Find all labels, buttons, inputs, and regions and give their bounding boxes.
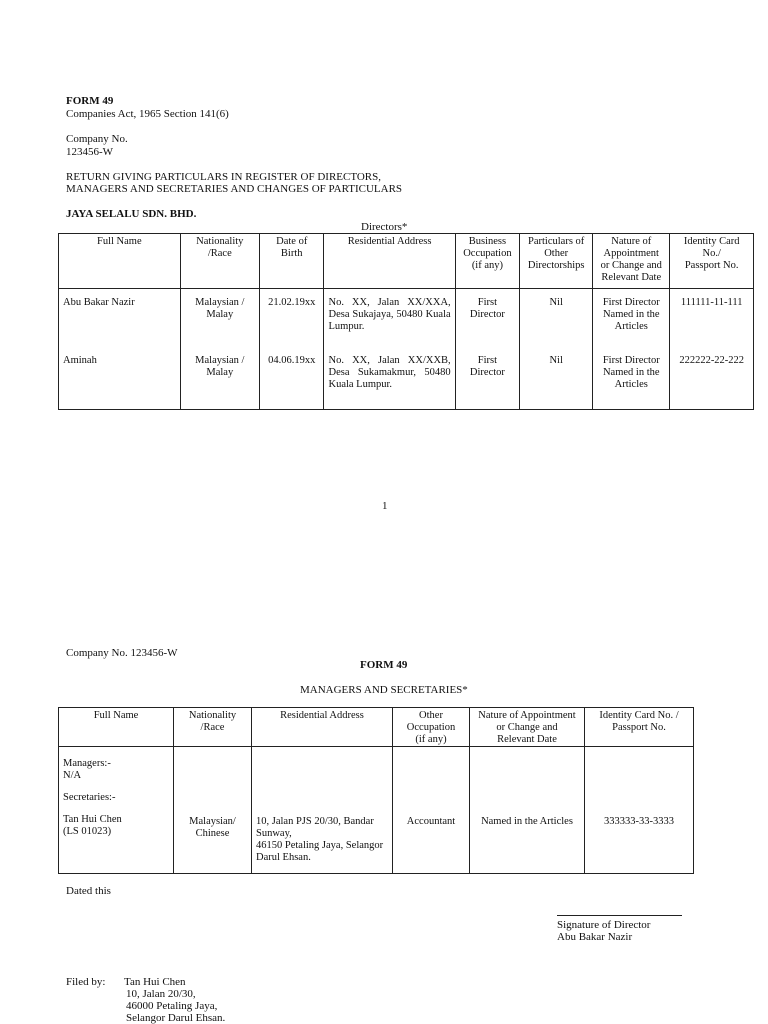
director-other-directorships: Nil [549, 297, 563, 308]
secretary-appointment: Named in the Articles [481, 816, 573, 827]
page-number: 1 [382, 500, 388, 512]
directors-body-row [59, 289, 754, 410]
director-dob: 04.06.19xx [268, 355, 316, 366]
managers-value: N/A [63, 770, 82, 781]
director-occupation: First Director [469, 297, 505, 320]
filed-by-label: Filed by: [66, 976, 106, 988]
col-occupation: Other Occupation (if any) [393, 708, 470, 747]
managers-secretaries-caption: MANAGERS AND SECRETARIES* [300, 684, 468, 696]
director-occupation: First Director [469, 355, 505, 378]
col-ic: Identity Card No. / Passport No. [585, 708, 694, 747]
director-ic: 111111-11-111 [680, 297, 743, 308]
director-nationality: Malaysian / Malay [195, 297, 245, 320]
secretaries-label: Secretaries:- [63, 792, 116, 803]
ms-header-row [59, 708, 694, 747]
filed-by-name: Tan Hui Chen [124, 976, 186, 988]
director-nationality: Malaysian / Malay [195, 355, 245, 378]
secretary-name: Tan Hui Chen (LS 01023) [63, 814, 122, 837]
col-appointment: Nature of Appointment or Change and Relevant Date [593, 234, 670, 289]
directors-header-row [59, 234, 754, 289]
secretary-ic: 333333-33-3333 [604, 816, 674, 827]
director-dob: 21.02.19xx [268, 297, 316, 308]
col-address: Residential Address [324, 234, 455, 289]
company-no: 123456-W [66, 146, 114, 158]
director-ic: 222222-22-222 [679, 355, 745, 366]
col-ic: Identity Card No./ Passport No. [670, 234, 754, 289]
return-heading-line1: RETURN GIVING PARTICULARS IN REGISTER OF DIRECTORS, [66, 171, 382, 183]
signature-line [557, 915, 682, 916]
col-other-directorships: Particulars of Other Directorships [520, 234, 593, 289]
directors-table [58, 233, 754, 410]
secretary-nationality: Malaysian/ Chinese [189, 816, 236, 839]
form-title-2: FORM 49 [360, 659, 408, 671]
company-no-line: Company No. 123456-W [66, 647, 178, 659]
signature-name: Abu Bakar Nazir [557, 931, 633, 943]
director-address: No. XX, Jalan XX/XXA, Desa Sukajaya, 50480 Kuala Lumpur. [328, 297, 451, 332]
directors-caption: Directors* [361, 221, 408, 233]
col-address: Residential Address [252, 708, 393, 747]
col-full-name: Full Name [59, 234, 181, 289]
filed-by-address: Selangor Darul Ehsan. [126, 1012, 226, 1024]
secretary-address: 10, Jalan PJS 20/30, Bandar Sunway, 46150 Petaling Jaya, Selangor Darul Ehsan. [256, 816, 384, 863]
director-other-directorships: Nil [549, 355, 563, 366]
col-full-name: Full Name [59, 708, 174, 747]
company-name: JAYA SELALU SDN. BHD. [66, 208, 197, 220]
managers-label: Managers:- [63, 758, 111, 769]
col-occupation: Business Occupation (if any) [455, 234, 520, 289]
col-date-of-birth: Date of Birth [259, 234, 324, 289]
signature-label: Signature of Director [557, 919, 651, 931]
managers-secretaries-table [58, 707, 694, 874]
col-nationality: Nationality /Race [174, 708, 252, 747]
filed-by-address: 46000 Petaling Jaya, [126, 1000, 218, 1012]
company-no-label: Company No. [66, 133, 128, 145]
col-appointment: Nature of Appointment or Change and Relevant Date [470, 708, 585, 747]
director-address: No. XX, Jalan XX/XXB, Desa Sukamakmur, 50480 Kuala Lumpur. [328, 355, 451, 390]
director-appointment: First Director Named in the Articles [602, 297, 660, 332]
col-nationality: Nationality /Race [180, 234, 259, 289]
act-reference: Companies Act, 1965 Section 141(6) [66, 108, 229, 120]
return-heading-line2: MANAGERS AND SECRETARIES AND CHANGES OF PARTICULARS [66, 183, 403, 195]
dated-this: Dated this [66, 885, 111, 897]
ms-body-row [59, 747, 694, 874]
secretary-occupation: Accountant [406, 816, 456, 827]
director-name: Abu Bakar Nazir [63, 297, 135, 308]
filed-by-address: 10, Jalan 20/30, [126, 988, 196, 1000]
director-appointment: First Director Named in the Articles [602, 355, 660, 390]
director-name: Aminah [63, 355, 97, 366]
form-title: FORM 49 [66, 95, 114, 107]
